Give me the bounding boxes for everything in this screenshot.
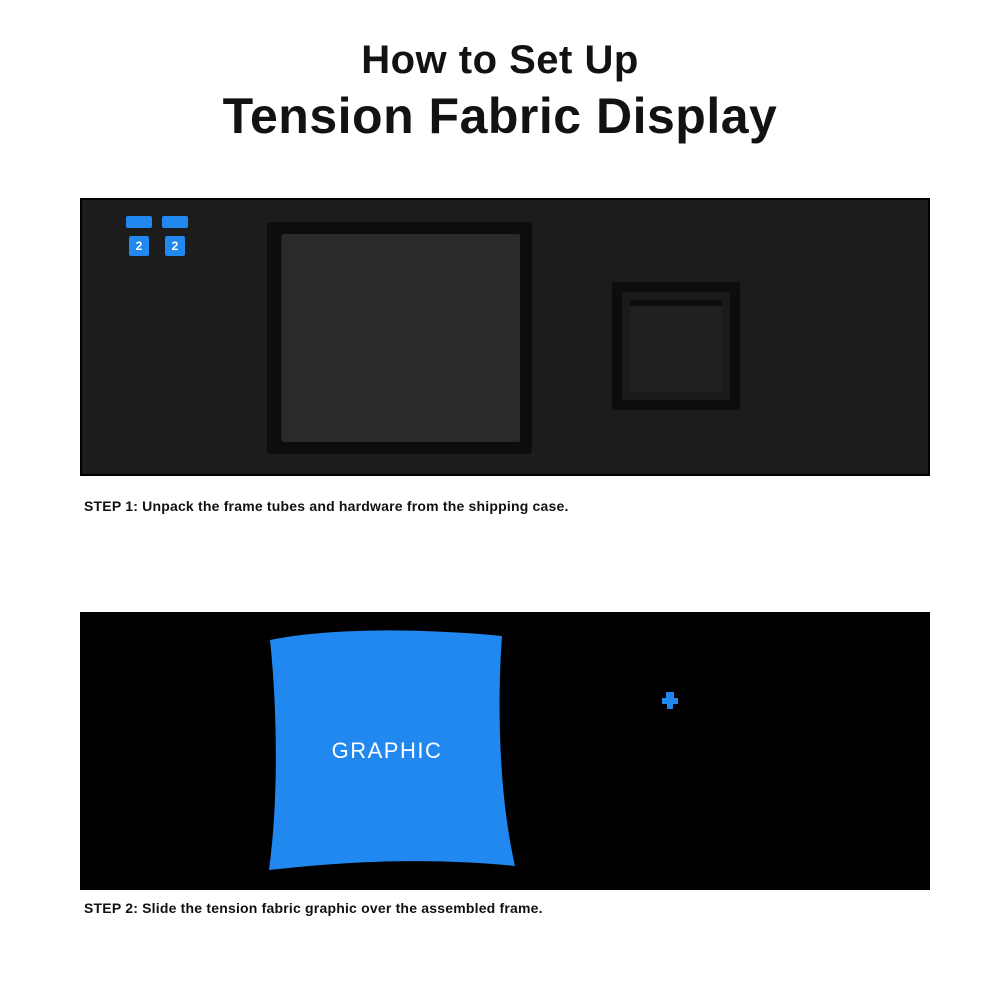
connector-cap-icon [126, 216, 152, 228]
hardware-item-2 [162, 216, 188, 256]
step-1-illustration [80, 198, 930, 476]
hardware-packet-inner [630, 300, 722, 392]
page-title [0, 36, 1000, 146]
hardware-qty-2: 2 [165, 236, 185, 256]
fabric-graphic [267, 626, 522, 876]
title-line-2: Tension Fabric Display [222, 88, 778, 144]
hardware-qty-1: 2 [129, 236, 149, 256]
step-2-illustration [80, 612, 930, 890]
graphic-label: GRAPHIC [331, 738, 443, 763]
hardware-item-1 [126, 216, 152, 256]
step-2-caption: STEP 2: Slide the tension fabric graphic over the assembled frame. [84, 900, 543, 916]
hand-icon [662, 692, 678, 708]
hand-icon-stem [667, 703, 673, 709]
hardware-packet [612, 282, 740, 410]
connector-cap-icon [162, 216, 188, 228]
step-1-caption: STEP 1: Unpack the frame tubes and hardware from the shipping case. [84, 498, 569, 514]
frame-inner-shade [282, 234, 520, 442]
title-line-1: How to Set Up [361, 38, 639, 82]
